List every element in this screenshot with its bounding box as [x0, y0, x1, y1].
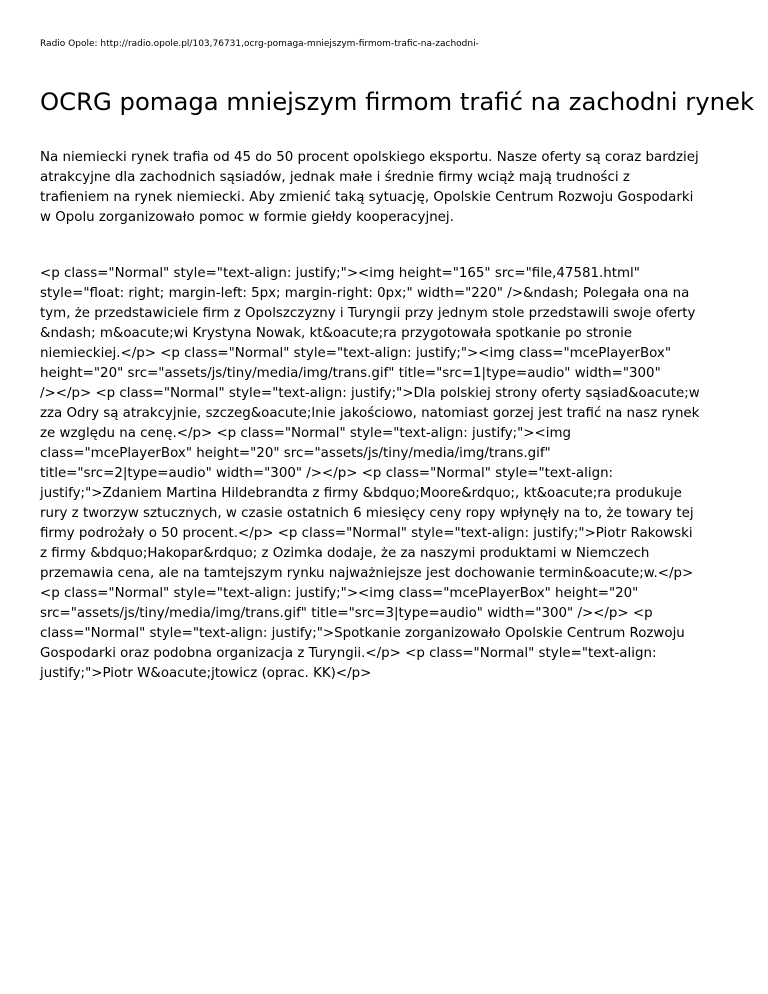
source-url-line: Radio Opole: http://radio.opole.pl/103,76731,ocrg-pomaga-mniejszym-firmom-trafic-na-zachodni- — [40, 39, 479, 49]
lead-line: trafieniem na rynek niemiecki. Aby zmienić taką sytuację, Opolskie Centrum Rozwoju Gospodarki — [40, 190, 694, 205]
body-line: justify;">Piotr W&oacute;jtowicz (oprac. KK)</p> — [40, 666, 372, 681]
body-line: &ndash; m&oacute;wi Krystyna Nowak, kt&oacute;ra przygotowała spotkanie po stronie — [40, 326, 633, 341]
body-line: <p class="Normal" style="text-align: justify;"><img height="165" src="file,47581.html" — [40, 266, 640, 281]
body-line: firmy podrożały o 50 procent.</p> <p class="Normal" style="text-align: justify;">Piotr Rakowski — [40, 526, 693, 541]
article-body-raw-html — [40, 264, 730, 684]
body-line: /></p> <p class="Normal" style="text-align: justify;">Dla polskiej strony oferty sąsiad&oacute;w — [40, 386, 700, 401]
body-line: ze względu na cenę.</p> <p class="Normal" style="text-align: justify;"><img — [40, 426, 571, 441]
body-line: niemieckiej.</p> <p class="Normal" style="text-align: justify;"><img class="mcePlayerBox" — [40, 346, 671, 361]
body-line: przemawia cena, ale na tamtejszym rynku najważniejsze jest dochowanie termin&oacute;w.</p> — [40, 566, 694, 581]
body-line: style="float: right; margin-left: 5px; margin-right: 0px;" width="220" />&ndash; Polegała ona na — [40, 286, 690, 301]
body-line: z firmy &bdquo;Hakopar&rdquo; z Ozimka dodaje, że za naszymi produktami w Niemczech — [40, 546, 650, 561]
lead-line: w Opolu zorganizowało pomoc w formie giełdy kooperacyjnej. — [40, 210, 454, 225]
body-line: class="mcePlayerBox" height="20" src="assets/js/tiny/media/img/trans.gif" — [40, 446, 551, 461]
article-lead — [40, 148, 730, 228]
body-line: title="src=2|type=audio" width="300" /></p> <p class="Normal" style="text-align: — [40, 466, 614, 481]
body-line: zza Odry są atrakcyjnie, szczeg&oacute;lnie jakościowo, natomiast gorzej jest trafić na nasz rynek — [40, 406, 700, 421]
body-line: rury z tworzyw sztucznych, w czasie ostatnich 6 miesięcy ceny ropy wpłynęły na to, że towary tej — [40, 506, 694, 521]
body-line: src="assets/js/tiny/media/img/trans.gif" title="src=3|type=audio" width="300" /></p> <p — [40, 606, 653, 621]
lead-line: Na niemiecki rynek trafia od 45 do 50 procent opolskiego eksportu. Nasze oferty są coraz bardziej — [40, 150, 699, 165]
lead-line: atrakcyjne dla zachodnich sąsiadów, jednak małe i średnie firmy wciąż mają trudności z — [40, 170, 630, 185]
body-line: Gospodarki oraz podobna organizacja z Turyngii.</p> <p class="Normal" style="text-align: — [40, 646, 657, 661]
body-line: <p class="Normal" style="text-align: justify;"><img class="mcePlayerBox" height="20" — [40, 586, 639, 601]
article-title: OCRG pomaga mniejszym firmom trafić na zachodni rynek — [40, 87, 755, 116]
body-line: class="Normal" style="text-align: justify;">Spotkanie zorganizowało Opolskie Centrum Rozwoju — [40, 626, 685, 641]
body-line: justify;">Zdaniem Martina Hildebrandta z firmy &bdquo;Moore&rdquo;, kt&oacute;ra produkuje — [40, 486, 682, 501]
body-line: tym, że przedstawiciele firm z Opolszczyzny i Turyngii przy jednym stole przedstawili swoje oferty — [40, 306, 696, 321]
body-line: height="20" src="assets/js/tiny/media/img/trans.gif" title="src=1|type=audio" width="300" — [40, 366, 661, 381]
